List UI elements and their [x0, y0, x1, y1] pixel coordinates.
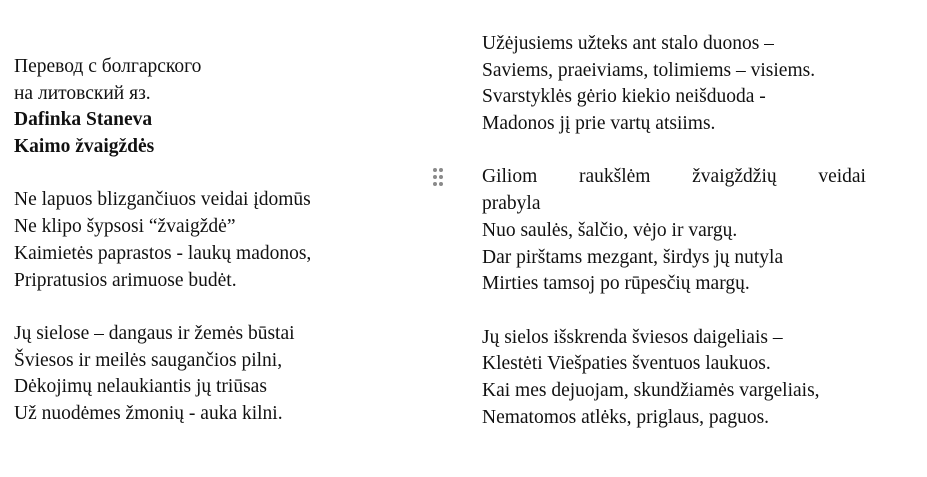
- drag-handle-dot: [439, 175, 443, 179]
- poem-line: Mirties tamsoj po rūpesčių margų.: [482, 273, 750, 295]
- drag-handle-dot: [433, 175, 437, 179]
- poem-line: Ne klipo šypsosi “žvaigždė”: [14, 216, 236, 238]
- right-column: [482, 31, 866, 431]
- poem-line: Madonos jį prie vartų atsiims.: [482, 113, 716, 135]
- poem-word: veidai: [818, 166, 866, 188]
- poem-word: žvaigždžių: [692, 166, 777, 188]
- poem-word: raukšlėm: [578, 166, 651, 188]
- poem-line: Jų sielose – dangaus ir žemės būstai: [14, 322, 295, 344]
- poem-line: Dar pirštams mezgant, širdys jų nutyla: [482, 246, 784, 268]
- drag-handle-dot: [439, 182, 443, 186]
- poem-line: Kaimietės paprastos - laukų madonos,: [14, 242, 312, 264]
- left-column: [14, 54, 394, 428]
- poem-line: prabyla: [482, 193, 541, 215]
- poem-line: Jų sielos išskrenda šviesos daigeliais –: [482, 326, 783, 348]
- drag-handle-dot: [433, 182, 437, 186]
- drag-handle-dot: [433, 168, 437, 172]
- drag-handle-dot: [439, 168, 443, 172]
- drag-handle-icon[interactable]: [433, 168, 443, 186]
- author-name: Dafinka Staneva: [14, 109, 153, 131]
- stanza-gap: [482, 138, 866, 165]
- poem-word: Giliom: [482, 166, 538, 188]
- translation-note-line-2: на литовский яз.: [14, 82, 151, 104]
- stanza-gap: [14, 161, 394, 188]
- poem-line: Už nuodėmes žmonių - auka kilni.: [14, 402, 283, 424]
- poem-title: Kaimo žvaigždės: [14, 136, 155, 158]
- poem-line: Kai mes dejuojam, skundžiamės vargeliais,: [482, 379, 820, 401]
- translation-note-line-1: Перевод с болгарского: [14, 56, 202, 77]
- stanza-gap: [482, 298, 866, 325]
- poem-line: Saviems, praeiviams, tolimiems – visiems.: [482, 59, 816, 81]
- poem-line: Ne lapuos blizgančiuos veidai įdomūs: [14, 189, 311, 211]
- poem-line: Užėjusiems užteks ant stalo duonos –: [482, 33, 774, 54]
- poem-line: Svarstyklės gėrio kiekio neišduoda -: [482, 86, 766, 108]
- justified-poem-line: [482, 164, 866, 191]
- poem-line: Šviesos ir meilės saugančios pilni,: [14, 349, 283, 371]
- poem-line: Nuo saulės, šalčio, vėjo ir vargų.: [482, 219, 738, 241]
- poem-line: Pripratusios arimuose budėt.: [14, 269, 237, 291]
- poem-line: Klestėti Viešpaties šventuos laukuos.: [482, 353, 771, 375]
- stanza-gap: [14, 294, 394, 321]
- poem-line: Dėkojimų nelaukiantis jų triūsas: [14, 376, 267, 398]
- poem-line: Nematomos atlėks, priglaus, paguos.: [482, 406, 770, 428]
